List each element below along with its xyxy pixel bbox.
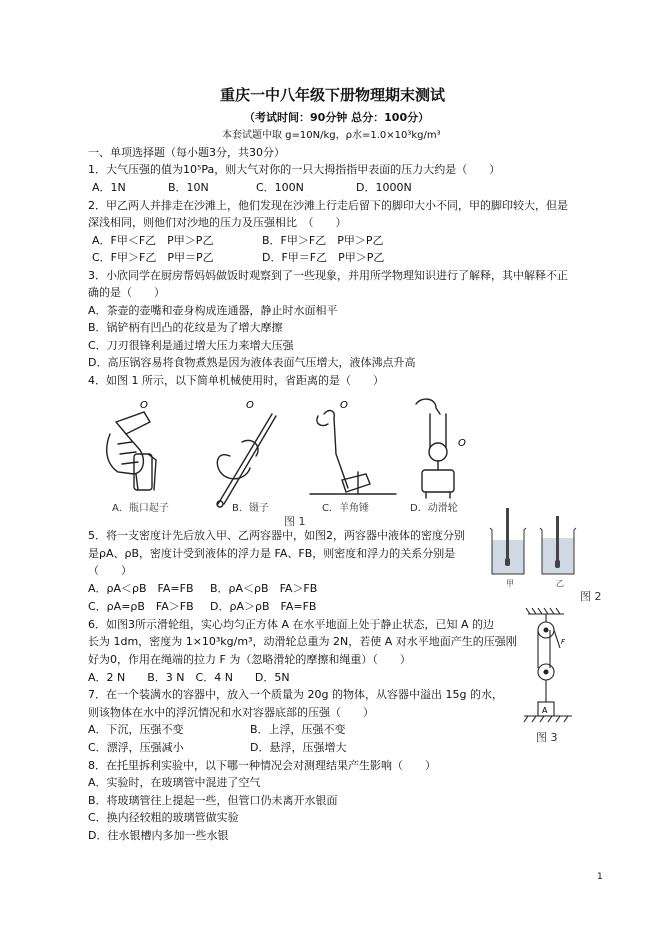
page-number: 1	[597, 872, 603, 882]
q2-option-a: A．F甲＜F乙 P甲＞P乙	[92, 234, 214, 247]
q2-option-c: C．F甲＞F乙 P甲＝P乙	[92, 251, 214, 264]
q3-option-a: A．茶壶的壶嘴和壶身构成连通器，静止时水面相平	[88, 304, 338, 317]
pivot-label-a: O	[140, 400, 148, 411]
figure-2-hydrometer	[484, 500, 584, 580]
q1-stem: 1．大气压强的值为10⁵Pa，则大气对你的一只大拇指指甲表面的压力大约是（ ）	[88, 163, 501, 176]
q3-option-c: C．刀刃很锋利是通过增大压力来增大压强	[88, 339, 294, 352]
fig2-label-jia: 甲	[506, 579, 514, 588]
q7-option-b: B．上浮，压强不变	[250, 723, 346, 736]
q6-stem-3: 好为0，作用在绳端的拉力 F 为（忽略滑轮的摩擦和绳重）（ ）	[88, 653, 411, 666]
claw-hammer-illustration	[310, 411, 396, 494]
q8-option-b: B．将玻璃管往上提起一些，但管口仍未离开水银面	[88, 794, 338, 807]
q6-options: A．2 N B．3 N C．4 N D．5N	[88, 671, 290, 684]
q2-stem-1: 2．甲乙两人并排走在沙滩上，他们发现在沙滩上行走后留下的脚印大小不同，甲的脚印较大，但是	[88, 199, 568, 212]
q3-stem-1: 3．小欣同学在厨房帮妈妈做饭时观察到了一些现象，并用所学物理知识进行了解释，其中解释不正	[88, 269, 568, 282]
movable-pulley-illustration	[416, 399, 454, 498]
q8-option-c: C．换内径较粗的玻璃管做实验	[88, 811, 239, 824]
figure-3-pulley-system	[520, 606, 580, 726]
pivot-label-b: O	[246, 400, 254, 411]
figure-1-machines	[96, 394, 476, 516]
q5-stem-1: 5．将一支密度计先后放入甲、乙两容器中，如图2，两容器中液体的密度分别	[88, 529, 465, 542]
q4-stem: 4．如图 1 所示，以下简单机械使用时，省距离的是（ ）	[88, 374, 384, 387]
q2-option-b: B．F甲＞F乙 P甲＞P乙	[262, 234, 384, 247]
figure-1-caption: 图 1	[284, 515, 306, 528]
q6-stem-2: 长为 1dm，密度为 1×10³kg/m³，动滑轮总重为 2N，若使 A 对水平地面产生的压强刚	[88, 635, 517, 648]
q7-option-c: C．漂浮，压强减小	[88, 741, 184, 754]
q7-option-a: A．下沉，压强不变	[88, 723, 184, 736]
exam-subtitle: （考试时间：90分钟 总分：100分）	[244, 111, 430, 124]
q8-option-d: D．往水银槽内多加一些水银	[88, 829, 229, 842]
fig2-label-yi: 乙	[556, 579, 564, 588]
fig1-label-a: A．瓶口起子	[112, 503, 169, 514]
q5-stem-2: 是ρA、ρB，密度计受到液体的浮力是 FA、FB，则密度和浮力的关系分别是	[88, 547, 456, 560]
pivot-label-d: O	[458, 438, 466, 449]
fig1-label-c: C．羊角锤	[322, 503, 369, 514]
q5-option-b: B．ρA＜ρB FA＞FB	[210, 582, 318, 595]
q7-stem-1: 7．在一个装满水的容器中，放入一个质量为 20g 的物体，从容器中溢出 15g 的水，	[88, 688, 503, 701]
block-a-label: A	[542, 706, 548, 715]
q2-stem-2: 深浅相同，则他们对沙地的压力及压强相比 （ ）	[88, 216, 347, 229]
section-heading: 一、单项选择题（每小题3分，共30分）	[88, 146, 285, 159]
q5-option-a: A．ρA＜ρB FA=FB	[88, 582, 194, 595]
q3-option-b: B．锅铲柄有凹凸的花纹是为了增大摩擦	[88, 321, 283, 334]
q5-stem-3: （ ）	[88, 564, 132, 577]
q1-option-b: B．10N	[168, 181, 209, 194]
q7-stem-2: 则该物体在水中的浮沉情况和水对容器底部的压强（ ）	[88, 706, 374, 719]
fig1-label-d: D．动滑轮	[410, 503, 458, 514]
beaker-jia-illustration	[490, 508, 526, 574]
q3-stem-2: 确的是（ ）	[88, 286, 165, 299]
page-title: 重庆一中八年级下册物理期末测试	[220, 86, 446, 104]
bottle-opener-illustration	[107, 412, 156, 490]
q7-option-d: D．悬浮，压强增大	[250, 741, 347, 754]
q1-option-c: C．100N	[256, 181, 304, 194]
constants-note: 本套试题中取 g=10N/kg，ρ水=1.0×10³kg/m³	[222, 130, 441, 141]
q5-option-d: D．ρA＞ρB FA=FB	[210, 600, 317, 613]
fig1-label-b: B．镊子	[232, 503, 269, 514]
tweezers-illustration	[217, 414, 276, 507]
beaker-yi-illustration	[540, 516, 576, 574]
force-label: F	[561, 638, 566, 646]
figure-2-caption: 图 2	[580, 590, 602, 603]
q1-option-a: A．1N	[92, 181, 126, 194]
q6-stem-1: 6．如图3所示滑轮组，实心均匀正方体 A 在水平地面上处于静止状态，已知 A 的边	[88, 618, 495, 631]
q3-option-d: D．高压锅容易将食物煮熟是因为液体表面气压增大，液体沸点升高	[88, 356, 416, 369]
q8-option-a: A．实验时，在玻璃管中混进了空气	[88, 776, 261, 789]
pivot-label-c: O	[340, 400, 348, 411]
figure-3-caption: 图 3	[536, 731, 558, 744]
q2-option-d: D．F甲＝F乙 P甲＞P乙	[262, 251, 385, 264]
q5-option-c: C．ρA=ρB FA＞FB	[88, 600, 194, 613]
q8-stem: 8．在托里拆利实验中，以下哪一种情况会对测理结果产生影响（ ）	[88, 759, 436, 772]
q1-option-d: D．1000N	[356, 181, 412, 194]
